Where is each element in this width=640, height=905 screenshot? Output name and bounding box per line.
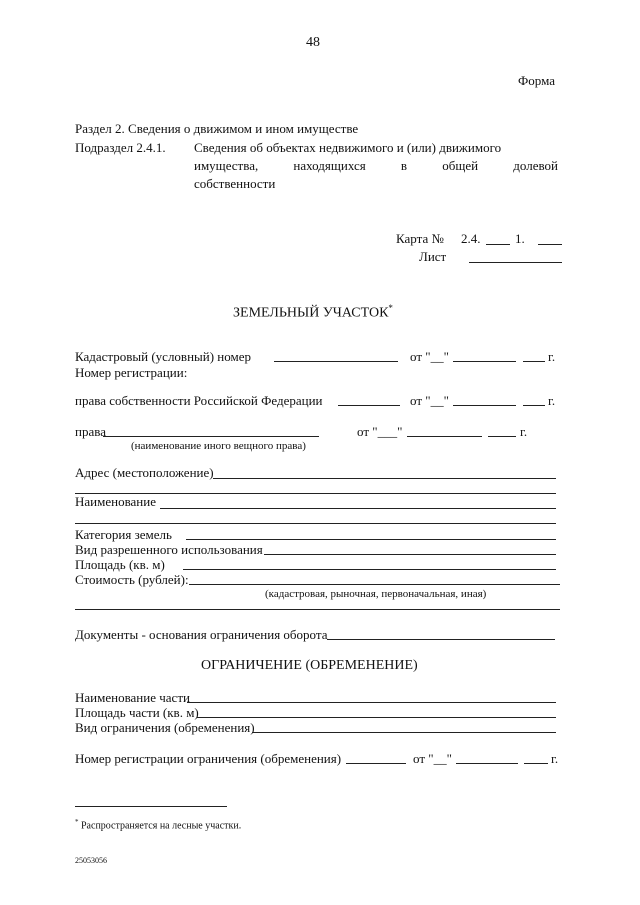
part-area-input[interactable] <box>197 717 556 718</box>
restriction-reg-label: Номер регистрации ограничения (обременения) <box>75 751 342 766</box>
rf-ownership-label: права собственности Российской Федерации <box>75 393 323 408</box>
footnote <box>75 815 241 833</box>
circulation-docs-label: Документы - основания ограничения оборота <box>75 627 328 642</box>
name-input-line-2[interactable] <box>75 523 556 524</box>
document-code: 25053056 <box>75 856 107 865</box>
part-name-input[interactable] <box>187 702 556 703</box>
address-input[interactable] <box>213 478 556 479</box>
subsection-line-2 <box>194 158 558 173</box>
date-year-blank[interactable] <box>524 763 548 764</box>
subsection-word: имущества, <box>194 158 259 173</box>
year-suffix: г. <box>548 349 556 364</box>
cost-input-line-2[interactable] <box>75 609 560 610</box>
land-plot-title-text: ЗЕМЕЛЬНЫЙ УЧАСТОК <box>233 305 389 321</box>
date-year-blank[interactable] <box>488 436 516 437</box>
footnote-mark: * <box>75 818 79 826</box>
year-suffix: г. <box>551 751 559 766</box>
card-number-blank-1[interactable] <box>486 244 510 245</box>
address-label: Адрес (местоположение) <box>75 465 214 480</box>
footnote-ref: * <box>388 303 393 313</box>
date-month-blank[interactable] <box>453 405 516 406</box>
sheet-blank[interactable] <box>469 262 562 263</box>
date-from: от "__" <box>410 393 449 408</box>
subsection-code: Подраздел 2.4.1. <box>75 140 166 155</box>
registration-label: Номер регистрации: <box>75 365 188 380</box>
subsection-line-3: собственности <box>194 176 276 191</box>
circulation-docs-input[interactable] <box>327 639 555 640</box>
area-input[interactable] <box>183 569 556 570</box>
part-area-label: Площадь части (кв. м) <box>75 705 199 720</box>
cost-label: Стоимость (рублей): <box>75 572 189 587</box>
restriction-title: ОГРАНИЧЕНИЕ (ОБРЕМЕНЕНИЕ) <box>201 658 418 673</box>
name-input[interactable] <box>160 508 556 509</box>
date-month-blank[interactable] <box>407 436 482 437</box>
cadastral-label: Кадастровый (условный) номер <box>75 349 252 364</box>
date-month-blank[interactable] <box>453 361 516 362</box>
cadastral-input[interactable] <box>274 361 398 362</box>
part-name-label: Наименование части <box>75 690 190 705</box>
permitted-use-input[interactable] <box>264 554 556 555</box>
land-category-label: Категория земель <box>75 527 172 542</box>
footnote-text: Распространяется на лесные участки. <box>81 820 242 832</box>
form-label: Форма <box>518 73 555 88</box>
right-label: права <box>75 424 106 439</box>
subsection-word: долевой <box>513 158 558 173</box>
land-category-input[interactable] <box>186 539 556 540</box>
sheet-label: Лист <box>419 249 447 264</box>
section-title: Раздел 2. Сведения о движимом и ином имуществе <box>75 121 359 136</box>
date-year-blank[interactable] <box>523 361 545 362</box>
land-plot-title <box>233 301 393 321</box>
date-from: от "__" <box>413 751 452 766</box>
date-year-blank[interactable] <box>523 405 545 406</box>
date-month-blank[interactable] <box>456 763 518 764</box>
rf-ownership-input[interactable] <box>338 405 400 406</box>
restriction-type-input[interactable] <box>252 732 556 733</box>
restriction-type-label: Вид ограничения (обременения) <box>75 720 255 735</box>
subsection-line-1: Сведения об объектах недвижимого и (или) движимого <box>194 140 502 155</box>
year-suffix: г. <box>520 424 528 439</box>
card-number-label: Карта № <box>396 231 444 246</box>
date-from: от "___" <box>357 424 403 439</box>
page-number: 48 <box>306 35 320 50</box>
footnote-divider <box>75 806 227 807</box>
subsection-word: находящихся <box>293 158 366 173</box>
subsection-word: в <box>400 158 408 173</box>
right-caption: (наименование иного вещного права) <box>131 440 306 452</box>
card-number-mid: 1. <box>515 231 525 246</box>
area-label: Площадь (кв. м) <box>75 557 165 572</box>
cost-caption: (кадастровая, рыночная, первоначальная, иная) <box>265 588 487 600</box>
permitted-use-label: Вид разрешенного использования <box>75 542 263 557</box>
card-number-blank-2[interactable] <box>538 244 562 245</box>
cost-input[interactable] <box>189 584 560 585</box>
date-from: от "__" <box>410 349 449 364</box>
year-suffix: г. <box>548 393 556 408</box>
restriction-reg-input[interactable] <box>346 763 406 764</box>
name-label: Наименование <box>75 494 156 509</box>
subsection-word: общей <box>442 158 479 173</box>
right-name-input[interactable] <box>103 436 319 437</box>
card-number-prefix: 2.4. <box>461 231 481 246</box>
